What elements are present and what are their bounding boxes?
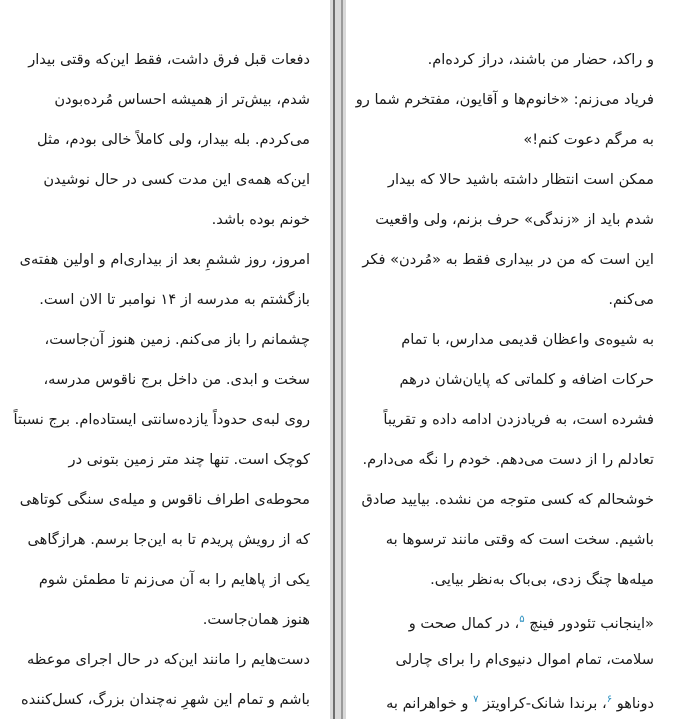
- footnote-link[interactable]: ۶: [606, 694, 613, 705]
- footnote-link[interactable]: ۷: [473, 694, 479, 705]
- gutter-edge-line: [333, 0, 335, 719]
- text-line: هنوز همان‌جاست.: [202, 611, 310, 628]
- text-line: باشم و تمام این شهرِ نه‌چندان بزرگ، کسل‌کننده: [21, 691, 310, 708]
- text-span: «اینجانب تئودور فینچ: [524, 614, 654, 632]
- text-line: فشرده است، به فریادزدن ادامه داده و تقریباً: [383, 411, 654, 428]
- text-line: سلامت، تمام اموال دنیوی‌ام را برای چارلی: [395, 651, 654, 668]
- text-line: این‌که همه‌ی این مدت کسی در حال نوشیدن: [43, 171, 310, 188]
- text-line: سخت و ابدی. من داخل برج ناقوس مدرسه،: [43, 371, 310, 388]
- text-line: به مرگم دعوت کنم!»: [523, 131, 654, 148]
- text-line: [374, 600, 654, 640]
- text-line: فریاد می‌زنم: «خانوم‌ها و آقایون، مفتخرم شما رو: [355, 91, 654, 108]
- text-line: بازگشتم به مدرسه از ۱۴ نوامبر تا الان است.: [39, 291, 310, 308]
- text-line: دفعات قبل فرق داشت، فقط این‌که وقتی بیدار: [28, 51, 310, 68]
- text-line: دست‌هایم را مانند این‌که در حال اجرای موعظه: [26, 651, 310, 668]
- text-line: یکی از پاهایم را به آن می‌زنم تا مطمئن شوم: [38, 571, 310, 588]
- text-line: کوچک است. تنها چند متر زمین بتونی در: [68, 451, 310, 468]
- text-line: تعادلم را از دست می‌دهم. خودم را نگه می‌دارم.: [362, 451, 654, 468]
- text-span: دوناهو: [612, 694, 654, 712]
- text-line: می‌کنم.: [608, 291, 654, 308]
- text-span: ، در کمال صحت و: [408, 614, 520, 632]
- text-line: امروز، روز ششمِ بعد از بیداری‌ام و اولین هفته‌ی: [19, 251, 310, 268]
- text-line: این است که من در بیداری فقط به «مُردن» فکر: [362, 251, 654, 268]
- text-line: شدم، بیش‌تر از همیشه احساس مُرده‌بودن: [54, 91, 310, 108]
- text-span: و خواهرانم به: [386, 694, 474, 712]
- right-page: [346, 0, 676, 719]
- footnote-link[interactable]: ۵: [519, 614, 525, 625]
- text-line: [374, 680, 654, 720]
- text-line: و راکد، حضار من باشند، دراز کرده‌ام.: [427, 51, 654, 68]
- text-line: شدم باید از «زندگی» حرف بزنم، ولی واقعیت: [375, 211, 654, 228]
- text-line: خونم بوده باشد.: [211, 211, 310, 228]
- text-line: حرکات اضافه و کلماتی که پایان‌شان درهم: [399, 371, 654, 388]
- text-line: محوطه‌ی اطراف ناقوس و میله‌ی سنگی کوتاهی: [19, 491, 310, 508]
- text-line: روی لبه‌ی حدوداً یازده‌سانتی ایستاده‌ام. برج نسبتاً: [13, 411, 310, 428]
- left-page-text: [13, 40, 310, 720]
- gutter-edge-line: [341, 0, 343, 719]
- text-line: چشمانم را باز می‌کنم. زمین هنوز آن‌جاست،: [44, 331, 310, 348]
- text-span: ، برندا شانک-کراویتز: [478, 694, 607, 712]
- text-line: که از رویش پریدم تا به این‌جا برسم. هرازگاهی: [27, 531, 310, 548]
- left-page: [0, 0, 330, 719]
- text-line: می‌کردم. بله بیدار، ولی کاملاً خالی بودم، مثل: [36, 131, 310, 148]
- text-line: به شیوه‌ی واعظان قدیمی مدارس، با تمام: [401, 331, 654, 348]
- right-page-text: [355, 40, 654, 720]
- text-line: خوشحالم که کسی متوجه من نشده. بیایید صادق: [361, 491, 654, 508]
- text-line: میله‌ها چنگ زدی، بی‌باک به‌نظر بیایی.: [430, 571, 654, 588]
- text-line: ممکن است انتظار داشته باشید حالا که بیدار: [387, 171, 654, 188]
- text-line: باشیم. سخت است که وقتی مانند ترسوها به: [385, 531, 654, 548]
